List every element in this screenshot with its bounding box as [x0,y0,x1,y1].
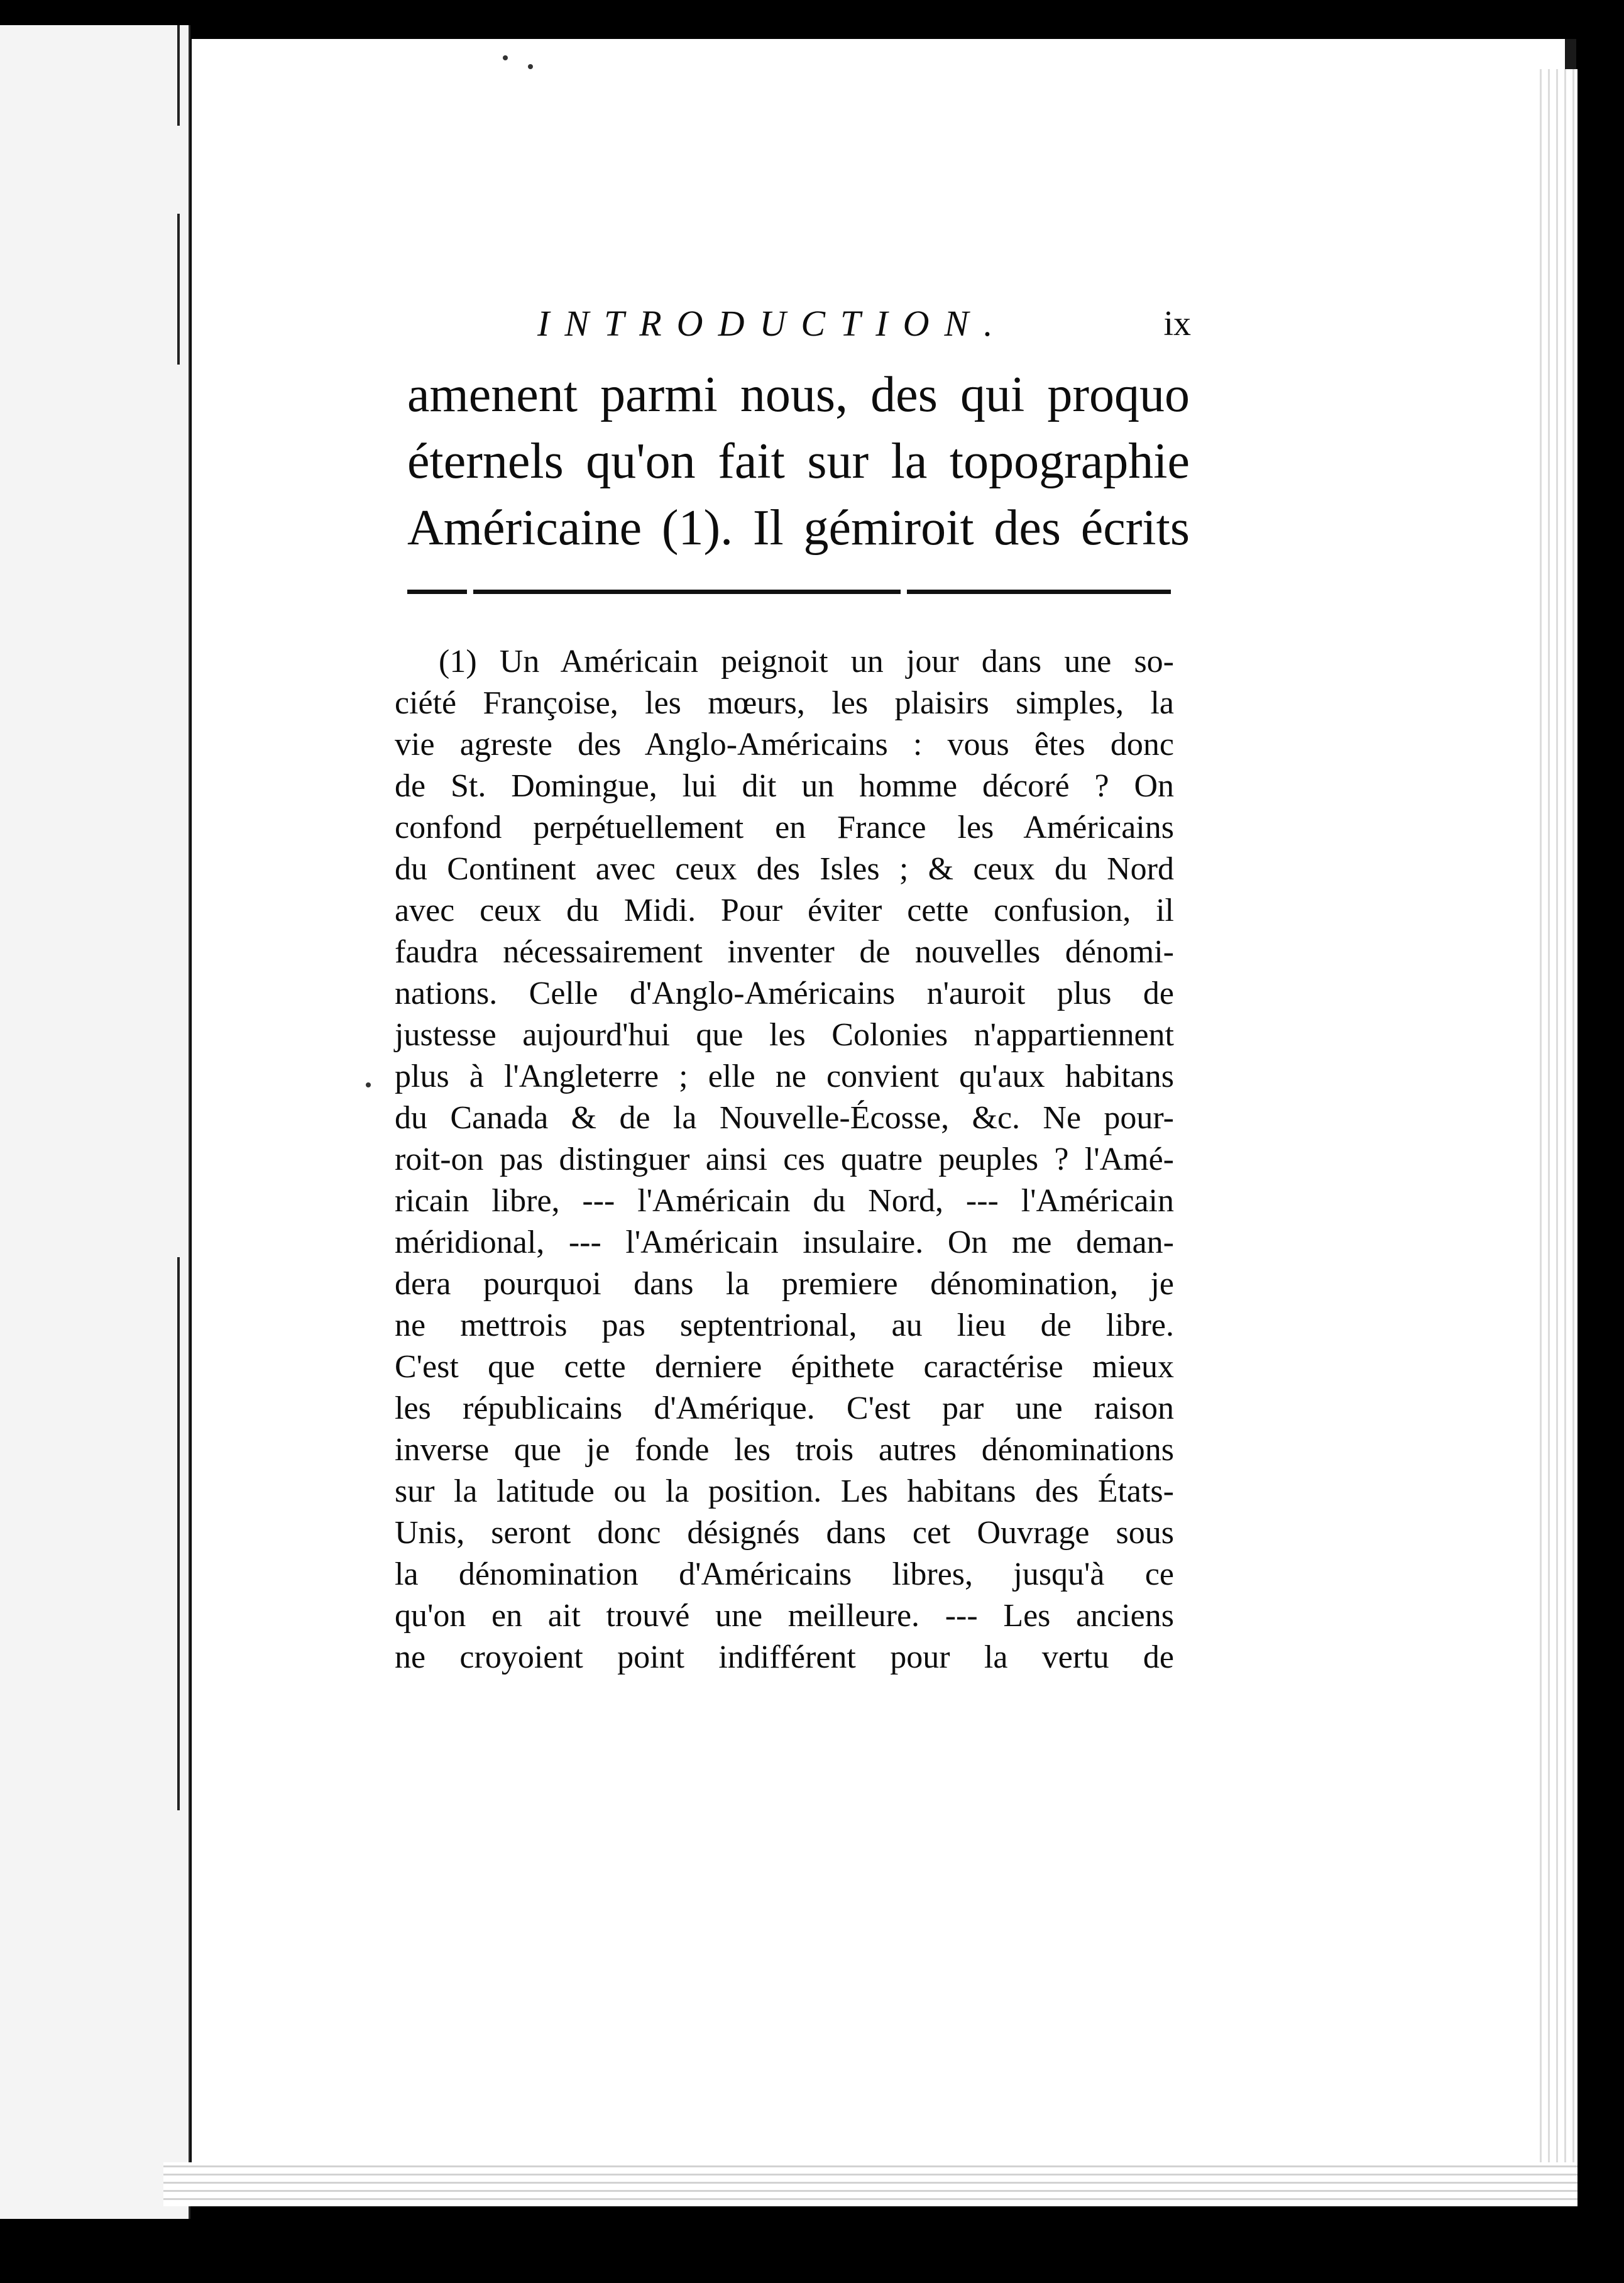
specks [528,64,533,69]
rule-segment [407,590,467,594]
footnote-line: ciété Françoise, les mœurs, les plaisirs simples, la [395,685,1174,721]
footnote-line: vie agreste des Anglo-Américains : vous êtes donc [395,727,1174,762]
footnote-line: ricain libre, --- l'Américain du Nord, --- l'Américain [395,1183,1174,1219]
body-line: Américaine (1). Il gémiroit des écrits [407,500,1190,556]
facing-page-edge [0,25,190,2219]
footnote-line: justesse aujourd'hui que les Colonies n'appartiennent [395,1017,1174,1053]
footnote-line: plus à l'Angleterre ; elle ne convient qu'aux habitans [395,1059,1174,1094]
footnote-line: sur la latitude ou la position. Les habitans des États- [395,1473,1174,1509]
gutter-shadow [177,214,180,365]
footnote-line: qu'on en ait trouvé une meilleure. --- Les anciens [395,1598,1174,1634]
footnote-line: faudra nécessairement inventer de nouvelles dénomi- [395,934,1174,970]
gutter-shadow [177,25,180,126]
body-line: amenent parmi nous, des qui proquo [407,367,1190,422]
footnote-line: dera pourquoi dans la premiere dénomination, je [395,1266,1174,1302]
footnote-line: inverse que je fonde les trois autres dénominations [395,1432,1174,1468]
footnote-line: roit-on pas distinguer ainsi ces quatre peuples ? l'Amé- [395,1142,1174,1177]
rule-segment [473,590,901,594]
footnote [395,641,1174,1678]
gutter-shadow [177,1257,180,1810]
footnote-line: les républicains d'Amérique. C'est par une raison [395,1390,1174,1426]
running-title: INTRODUCTION. [537,303,1008,344]
footnote-line: ne mettrois pas septentrional, au lieu de libre. [395,1307,1174,1343]
footnote-line: confond perpétuellement en France les Américains [395,810,1174,845]
footnote-separator-rule [407,590,1177,594]
body-text [407,361,1190,561]
footnote-line: méridional, --- l'Américain insulaire. On me deman- [395,1224,1174,1260]
body-line: éternels qu'on fait sur la topographie [407,434,1190,489]
specks [503,55,508,60]
footnote-line: du Continent avec ceux des Isles ; & ceux du Nord [395,851,1174,887]
footnote-line: Unis, seront donc désignés dans cet Ouvrage sous [395,1515,1174,1551]
page-number: ix [1163,304,1191,343]
footnote-line: (1) Un Américain peignoit un jour dans une so- [439,644,1174,679]
footnote-line: du Canada & de la Nouvelle-Écosse, &c. Ne pour- [395,1100,1174,1136]
specks [366,1082,371,1087]
footnote-line: de St. Domingue, lui dit un homme décoré ? On [395,768,1174,804]
page-edge-bottom [163,2162,1577,2206]
rule-segment [907,590,1171,594]
page-edge-right [1533,69,1577,2175]
running-head [537,299,1191,349]
footnote-line: nations. Celle d'Anglo-Américains n'auroit plus de [395,976,1174,1011]
footnote-line: ne croyoient point indifférent pour la vertu de [395,1639,1174,1675]
footnote-line: C'est que cette derniere épithete caractérise mieux [395,1349,1174,1385]
footnote-line: la dénomination d'Américains libres, jusqu'à ce [395,1556,1174,1592]
footnote-line: avec ceux du Midi. Pour éviter cette confusion, il [395,893,1174,928]
